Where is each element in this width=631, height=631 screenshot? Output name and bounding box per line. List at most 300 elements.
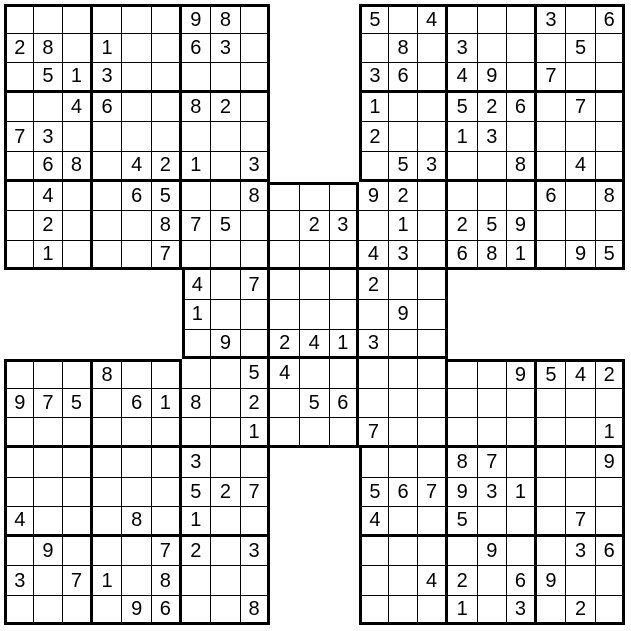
empty-cell-r14c16[interactable] bbox=[478, 418, 508, 448]
empty-cell-r20c18[interactable] bbox=[537, 596, 567, 626]
empty-cell-r0c17[interactable] bbox=[507, 4, 537, 34]
given-cell-r6c20: 8 bbox=[596, 182, 626, 212]
empty-cell-r13c12[interactable] bbox=[359, 389, 389, 419]
given-cell-r2c16: 9 bbox=[478, 63, 508, 93]
empty-cell-r0c2[interactable] bbox=[63, 4, 93, 34]
empty-cell-r5c0[interactable] bbox=[4, 152, 34, 182]
empty-cell-r4c14[interactable] bbox=[418, 122, 448, 152]
empty-cell-r13c18[interactable] bbox=[537, 389, 567, 419]
empty-cell-r3c18[interactable] bbox=[537, 93, 567, 123]
given-cell-r19c14: 4 bbox=[418, 566, 448, 596]
given-cell-r5c14: 3 bbox=[418, 152, 448, 182]
empty-cell-r18c12[interactable] bbox=[359, 537, 389, 567]
empty-cell-r2c17[interactable] bbox=[507, 63, 537, 93]
given-cell-r7c7: 5 bbox=[211, 211, 241, 241]
empty-cell-r6c2[interactable] bbox=[63, 182, 93, 212]
empty-cell-r0c13[interactable] bbox=[389, 4, 419, 34]
empty-cell-r3c13[interactable] bbox=[389, 93, 419, 123]
empty-cell-r19c16[interactable] bbox=[478, 566, 508, 596]
empty-cell-r17c20[interactable] bbox=[596, 507, 626, 537]
empty-cell-r0c1[interactable] bbox=[34, 4, 64, 34]
empty-cell-r15c4[interactable] bbox=[122, 448, 152, 478]
empty-cell-r4c7[interactable] bbox=[211, 122, 241, 152]
empty-cell-r14c17[interactable] bbox=[507, 418, 537, 448]
empty-cell-r10c8[interactable] bbox=[241, 300, 271, 330]
empty-cell-r0c0[interactable] bbox=[4, 4, 34, 34]
empty-cell-r9c13[interactable] bbox=[389, 270, 419, 300]
given-cell-r8c13: 3 bbox=[389, 241, 419, 271]
empty-cell-r3c4[interactable] bbox=[122, 93, 152, 123]
empty-cell-r20c3[interactable] bbox=[93, 596, 123, 626]
empty-cell-r4c19[interactable] bbox=[566, 122, 596, 152]
empty-cell-r2c4[interactable] bbox=[122, 63, 152, 93]
empty-cell-r11c8[interactable] bbox=[241, 330, 271, 360]
given-cell-r1c3: 1 bbox=[93, 34, 123, 64]
empty-cell-r0c8[interactable] bbox=[241, 4, 271, 34]
empty-cell-r8c3[interactable] bbox=[93, 241, 123, 271]
empty-cell-r5c3[interactable] bbox=[93, 152, 123, 182]
empty-cell-r1c12[interactable] bbox=[359, 34, 389, 64]
empty-cell-r15c3[interactable] bbox=[93, 448, 123, 478]
empty-cell-r17c16[interactable] bbox=[478, 507, 508, 537]
given-cell-r18c19: 3 bbox=[566, 537, 596, 567]
given-cell-r13c11: 6 bbox=[330, 389, 360, 419]
empty-cell-r20c7[interactable] bbox=[211, 596, 241, 626]
empty-cell-r14c10[interactable] bbox=[300, 418, 330, 448]
empty-cell-r14c1[interactable] bbox=[34, 418, 64, 448]
empty-cell-r12c10[interactable] bbox=[300, 359, 330, 389]
empty-cell-r15c12[interactable] bbox=[359, 448, 389, 478]
empty-cell-r18c4[interactable] bbox=[122, 537, 152, 567]
given-cell-r1c13: 8 bbox=[389, 34, 419, 64]
given-cell-r14c8: 1 bbox=[241, 418, 271, 448]
empty-cell-r13c9[interactable] bbox=[270, 389, 300, 419]
samurai-sudoku-board bbox=[4, 4, 625, 625]
empty-cell-r17c8[interactable] bbox=[241, 507, 271, 537]
empty-cell-r20c20[interactable] bbox=[596, 596, 626, 626]
empty-cell-r14c11[interactable] bbox=[330, 418, 360, 448]
given-cell-r12c9: 4 bbox=[270, 359, 300, 389]
given-cell-r13c0: 9 bbox=[4, 389, 34, 419]
given-cell-r7c15: 2 bbox=[448, 211, 478, 241]
given-cell-r13c4: 6 bbox=[122, 389, 152, 419]
given-cell-r3c6: 8 bbox=[182, 93, 212, 123]
given-cell-r19c17: 6 bbox=[507, 566, 537, 596]
empty-cell-r13c3[interactable] bbox=[93, 389, 123, 419]
empty-cell-r2c8[interactable] bbox=[241, 63, 271, 93]
empty-cell-r8c9[interactable] bbox=[270, 241, 300, 271]
given-cell-r7c1: 2 bbox=[34, 211, 64, 241]
empty-cell-r10c11[interactable] bbox=[330, 300, 360, 330]
empty-cell-r13c20[interactable] bbox=[596, 389, 626, 419]
empty-cell-r17c14[interactable] bbox=[418, 507, 448, 537]
empty-cell-r15c0[interactable] bbox=[4, 448, 34, 478]
empty-cell-r16c20[interactable] bbox=[596, 478, 626, 508]
empty-cell-r2c7[interactable] bbox=[211, 63, 241, 93]
given-cell-r5c6: 1 bbox=[182, 152, 212, 182]
empty-cell-r9c14[interactable] bbox=[418, 270, 448, 300]
given-cell-r7c5: 8 bbox=[152, 211, 182, 241]
empty-cell-r17c1[interactable] bbox=[34, 507, 64, 537]
empty-cell-r0c16[interactable] bbox=[478, 4, 508, 34]
given-cell-r13c10: 5 bbox=[300, 389, 330, 419]
empty-cell-r7c20[interactable] bbox=[596, 211, 626, 241]
empty-cell-r15c7[interactable] bbox=[211, 448, 241, 478]
empty-cell-r9c11[interactable] bbox=[330, 270, 360, 300]
empty-cell-r20c1[interactable] bbox=[34, 596, 64, 626]
given-cell-r16c16: 3 bbox=[478, 478, 508, 508]
empty-cell-r3c20[interactable] bbox=[596, 93, 626, 123]
empty-cell-r19c12[interactable] bbox=[359, 566, 389, 596]
empty-cell-r14c19[interactable] bbox=[566, 418, 596, 448]
given-cell-r20c19: 2 bbox=[566, 596, 596, 626]
empty-cell-r15c13[interactable] bbox=[389, 448, 419, 478]
empty-cell-r17c7[interactable] bbox=[211, 507, 241, 537]
empty-cell-r1c5[interactable] bbox=[152, 34, 182, 64]
given-cell-r15c15: 8 bbox=[448, 448, 478, 478]
given-cell-r8c1: 1 bbox=[34, 241, 64, 271]
empty-cell-r6c10[interactable] bbox=[300, 182, 330, 212]
given-cell-r20c17: 3 bbox=[507, 596, 537, 626]
given-cell-r18c8: 3 bbox=[241, 537, 271, 567]
empty-cell-r14c9[interactable] bbox=[270, 418, 300, 448]
empty-cell-r15c19[interactable] bbox=[566, 448, 596, 478]
empty-cell-r12c2[interactable] bbox=[63, 359, 93, 389]
empty-cell-r14c5[interactable] bbox=[152, 418, 182, 448]
empty-cell-r2c6[interactable] bbox=[182, 63, 212, 93]
empty-cell-r1c18[interactable] bbox=[537, 34, 567, 64]
given-cell-r16c6: 5 bbox=[182, 478, 212, 508]
empty-cell-r6c3[interactable] bbox=[93, 182, 123, 212]
empty-cell-r8c18[interactable] bbox=[537, 241, 567, 271]
empty-cell-r10c14[interactable] bbox=[418, 300, 448, 330]
empty-cell-r20c13[interactable] bbox=[389, 596, 419, 626]
empty-cell-r0c15[interactable] bbox=[448, 4, 478, 34]
given-cell-r6c1: 4 bbox=[34, 182, 64, 212]
empty-cell-r0c3[interactable] bbox=[93, 4, 123, 34]
empty-cell-r19c13[interactable] bbox=[389, 566, 419, 596]
given-cell-r5c1: 6 bbox=[34, 152, 64, 182]
given-cell-r9c12: 2 bbox=[359, 270, 389, 300]
empty-cell-r19c19[interactable] bbox=[566, 566, 596, 596]
empty-cell-r9c9[interactable] bbox=[270, 270, 300, 300]
empty-cell-r14c2[interactable] bbox=[63, 418, 93, 448]
empty-cell-r8c0[interactable] bbox=[4, 241, 34, 271]
given-cell-r0c14: 4 bbox=[418, 4, 448, 34]
empty-cell-r16c3[interactable] bbox=[93, 478, 123, 508]
empty-cell-r18c17[interactable] bbox=[507, 537, 537, 567]
empty-cell-r13c15[interactable] bbox=[448, 389, 478, 419]
empty-cell-r7c19[interactable] bbox=[566, 211, 596, 241]
empty-cell-r8c4[interactable] bbox=[122, 241, 152, 271]
given-cell-r12c17: 9 bbox=[507, 359, 537, 389]
given-cell-r3c15: 5 bbox=[448, 93, 478, 123]
empty-cell-r12c13[interactable] bbox=[389, 359, 419, 389]
empty-cell-r18c14[interactable] bbox=[418, 537, 448, 567]
empty-cell-r15c2[interactable] bbox=[63, 448, 93, 478]
given-cell-r7c16: 5 bbox=[478, 211, 508, 241]
empty-cell-r15c1[interactable] bbox=[34, 448, 64, 478]
empty-cell-r0c5[interactable] bbox=[152, 4, 182, 34]
empty-cell-r1c17[interactable] bbox=[507, 34, 537, 64]
given-cell-r8c17: 1 bbox=[507, 241, 537, 271]
empty-cell-r14c15[interactable] bbox=[448, 418, 478, 448]
given-cell-r5c13: 5 bbox=[389, 152, 419, 182]
given-cell-r13c2: 5 bbox=[63, 389, 93, 419]
empty-cell-r1c16[interactable] bbox=[478, 34, 508, 64]
given-cell-r17c4: 8 bbox=[122, 507, 152, 537]
empty-cell-r6c6[interactable] bbox=[182, 182, 212, 212]
empty-cell-r20c6[interactable] bbox=[182, 596, 212, 626]
empty-cell-r7c0[interactable] bbox=[4, 211, 34, 241]
empty-cell-r3c14[interactable] bbox=[418, 93, 448, 123]
given-cell-r0c12: 5 bbox=[359, 4, 389, 34]
empty-cell-r16c5[interactable] bbox=[152, 478, 182, 508]
empty-cell-r2c19[interactable] bbox=[566, 63, 596, 93]
empty-cell-r19c1[interactable] bbox=[34, 566, 64, 596]
empty-cell-r12c11[interactable] bbox=[330, 359, 360, 389]
empty-cell-r17c5[interactable] bbox=[152, 507, 182, 537]
empty-cell-r6c19[interactable] bbox=[566, 182, 596, 212]
empty-cell-r10c10[interactable] bbox=[300, 300, 330, 330]
empty-cell-r16c19[interactable] bbox=[566, 478, 596, 508]
given-cell-r15c6: 3 bbox=[182, 448, 212, 478]
empty-cell-r12c16[interactable] bbox=[478, 359, 508, 389]
empty-cell-r2c0[interactable] bbox=[4, 63, 34, 93]
empty-cell-r6c16[interactable] bbox=[478, 182, 508, 212]
empty-cell-r8c7[interactable] bbox=[211, 241, 241, 271]
given-cell-r2c2: 1 bbox=[63, 63, 93, 93]
empty-cell-r11c14[interactable] bbox=[418, 330, 448, 360]
given-cell-r13c5: 1 bbox=[152, 389, 182, 419]
empty-cell-r10c9[interactable] bbox=[270, 300, 300, 330]
empty-cell-r17c18[interactable] bbox=[537, 507, 567, 537]
empty-cell-r8c11[interactable] bbox=[330, 241, 360, 271]
given-cell-r8c12: 4 bbox=[359, 241, 389, 271]
empty-cell-r14c14[interactable] bbox=[418, 418, 448, 448]
empty-cell-r7c12[interactable] bbox=[359, 211, 389, 241]
empty-cell-r12c5[interactable] bbox=[152, 359, 182, 389]
empty-cell-r12c12[interactable] bbox=[359, 359, 389, 389]
given-cell-r19c0: 3 bbox=[4, 566, 34, 596]
given-cell-r11c10: 4 bbox=[300, 330, 330, 360]
empty-cell-r1c2[interactable] bbox=[63, 34, 93, 64]
empty-cell-r1c20[interactable] bbox=[596, 34, 626, 64]
given-cell-r16c17: 1 bbox=[507, 478, 537, 508]
given-cell-r3c16: 2 bbox=[478, 93, 508, 123]
empty-cell-r6c0[interactable] bbox=[4, 182, 34, 212]
empty-cell-r19c20[interactable] bbox=[596, 566, 626, 596]
empty-cell-r9c7[interactable] bbox=[211, 270, 241, 300]
empty-cell-r4c8[interactable] bbox=[241, 122, 271, 152]
empty-cell-r1c14[interactable] bbox=[418, 34, 448, 64]
empty-cell-r14c6[interactable] bbox=[182, 418, 212, 448]
empty-cell-r6c11[interactable] bbox=[330, 182, 360, 212]
empty-cell-r5c18[interactable] bbox=[537, 152, 567, 182]
empty-cell-r11c6[interactable] bbox=[182, 330, 212, 360]
empty-cell-r17c3[interactable] bbox=[93, 507, 123, 537]
given-cell-r7c13: 1 bbox=[389, 211, 419, 241]
given-cell-r6c12: 9 bbox=[359, 182, 389, 212]
empty-cell-r13c16[interactable] bbox=[478, 389, 508, 419]
empty-cell-r16c18[interactable] bbox=[537, 478, 567, 508]
empty-cell-r20c14[interactable] bbox=[418, 596, 448, 626]
empty-cell-r12c0[interactable] bbox=[4, 359, 34, 389]
empty-cell-r7c9[interactable] bbox=[270, 211, 300, 241]
empty-cell-r12c15[interactable] bbox=[448, 359, 478, 389]
empty-cell-r6c14[interactable] bbox=[418, 182, 448, 212]
given-cell-r11c9: 2 bbox=[270, 330, 300, 360]
empty-cell-r5c7[interactable] bbox=[211, 152, 241, 182]
empty-cell-r6c15[interactable] bbox=[448, 182, 478, 212]
empty-cell-r15c8[interactable] bbox=[241, 448, 271, 478]
given-cell-r20c15: 1 bbox=[448, 596, 478, 626]
empty-cell-r4c3[interactable] bbox=[93, 122, 123, 152]
given-cell-r18c6: 2 bbox=[182, 537, 212, 567]
empty-cell-r12c7[interactable] bbox=[211, 359, 241, 389]
empty-cell-r12c14[interactable] bbox=[418, 359, 448, 389]
given-cell-r19c18: 9 bbox=[537, 566, 567, 596]
empty-cell-r2c5[interactable] bbox=[152, 63, 182, 93]
empty-cell-r5c20[interactable] bbox=[596, 152, 626, 182]
empty-cell-r10c12[interactable] bbox=[359, 300, 389, 330]
empty-cell-r13c17[interactable] bbox=[507, 389, 537, 419]
empty-cell-r16c4[interactable] bbox=[122, 478, 152, 508]
given-cell-r5c8: 3 bbox=[241, 152, 271, 182]
empty-cell-r14c3[interactable] bbox=[93, 418, 123, 448]
empty-cell-r19c8[interactable] bbox=[241, 566, 271, 596]
empty-cell-r14c13[interactable] bbox=[389, 418, 419, 448]
empty-cell-r19c4[interactable] bbox=[122, 566, 152, 596]
given-cell-r18c5: 7 bbox=[152, 537, 182, 567]
empty-cell-r6c17[interactable] bbox=[507, 182, 537, 212]
empty-cell-r5c15[interactable] bbox=[448, 152, 478, 182]
given-cell-r18c16: 9 bbox=[478, 537, 508, 567]
empty-cell-r8c2[interactable] bbox=[63, 241, 93, 271]
empty-cell-r3c5[interactable] bbox=[152, 93, 182, 123]
empty-cell-r12c1[interactable] bbox=[34, 359, 64, 389]
empty-cell-r18c15[interactable] bbox=[448, 537, 478, 567]
empty-cell-r8c14[interactable] bbox=[418, 241, 448, 271]
empty-cell-r1c4[interactable] bbox=[122, 34, 152, 64]
given-cell-r14c12: 7 bbox=[359, 418, 389, 448]
empty-cell-r17c2[interactable] bbox=[63, 507, 93, 537]
empty-cell-r7c14[interactable] bbox=[418, 211, 448, 241]
empty-cell-r14c4[interactable] bbox=[122, 418, 152, 448]
given-cell-r3c3: 6 bbox=[93, 93, 123, 123]
empty-cell-r20c0[interactable] bbox=[4, 596, 34, 626]
empty-cell-r1c8[interactable] bbox=[241, 34, 271, 64]
empty-cell-r16c1[interactable] bbox=[34, 478, 64, 508]
empty-cell-r8c10[interactable] bbox=[300, 241, 330, 271]
empty-cell-r13c19[interactable] bbox=[566, 389, 596, 419]
empty-cell-r6c7[interactable] bbox=[211, 182, 241, 212]
given-cell-r2c3: 3 bbox=[93, 63, 123, 93]
empty-cell-r2c14[interactable] bbox=[418, 63, 448, 93]
given-cell-r5c17: 8 bbox=[507, 152, 537, 182]
empty-cell-r19c6[interactable] bbox=[182, 566, 212, 596]
empty-cell-r15c14[interactable] bbox=[418, 448, 448, 478]
empty-cell-r5c12[interactable] bbox=[359, 152, 389, 182]
empty-cell-r16c0[interactable] bbox=[4, 478, 34, 508]
given-cell-r8c15: 6 bbox=[448, 241, 478, 271]
empty-cell-r4c5[interactable] bbox=[152, 122, 182, 152]
empty-cell-r4c18[interactable] bbox=[537, 122, 567, 152]
empty-cell-r14c7[interactable] bbox=[211, 418, 241, 448]
empty-cell-r15c5[interactable] bbox=[152, 448, 182, 478]
empty-cell-r15c17[interactable] bbox=[507, 448, 537, 478]
empty-cell-r7c8[interactable] bbox=[241, 211, 271, 241]
empty-cell-r20c2[interactable] bbox=[63, 596, 93, 626]
empty-cell-r18c18[interactable] bbox=[537, 537, 567, 567]
empty-cell-r6c9[interactable] bbox=[270, 182, 300, 212]
empty-cell-r10c7[interactable] bbox=[211, 300, 241, 330]
empty-cell-r0c4[interactable] bbox=[122, 4, 152, 34]
empty-cell-r12c4[interactable] bbox=[122, 359, 152, 389]
empty-cell-r14c18[interactable] bbox=[537, 418, 567, 448]
empty-cell-r4c17[interactable] bbox=[507, 122, 537, 152]
given-cell-r6c18: 6 bbox=[537, 182, 567, 212]
given-cell-r5c2: 8 bbox=[63, 152, 93, 182]
empty-cell-r17c13[interactable] bbox=[389, 507, 419, 537]
empty-cell-r4c6[interactable] bbox=[182, 122, 212, 152]
empty-cell-r13c13[interactable] bbox=[389, 389, 419, 419]
empty-cell-r5c16[interactable] bbox=[478, 152, 508, 182]
empty-cell-r8c8[interactable] bbox=[241, 241, 271, 271]
empty-cell-r13c7[interactable] bbox=[211, 389, 241, 419]
given-cell-r8c16: 8 bbox=[478, 241, 508, 271]
given-cell-r6c13: 2 bbox=[389, 182, 419, 212]
empty-cell-r3c1[interactable] bbox=[34, 93, 64, 123]
empty-cell-r18c0[interactable] bbox=[4, 537, 34, 567]
empty-cell-r4c4[interactable] bbox=[122, 122, 152, 152]
empty-cell-r18c3[interactable] bbox=[93, 537, 123, 567]
empty-cell-r13c14[interactable] bbox=[418, 389, 448, 419]
empty-cell-r3c0[interactable] bbox=[4, 93, 34, 123]
empty-cell-r11c13[interactable] bbox=[389, 330, 419, 360]
empty-cell-r14c0[interactable] bbox=[4, 418, 34, 448]
empty-cell-r4c2[interactable] bbox=[63, 122, 93, 152]
given-cell-r20c5: 6 bbox=[152, 596, 182, 626]
empty-cell-r17c17[interactable] bbox=[507, 507, 537, 537]
empty-cell-r7c18[interactable] bbox=[537, 211, 567, 241]
empty-cell-r0c19[interactable] bbox=[566, 4, 596, 34]
given-cell-r18c1: 9 bbox=[34, 537, 64, 567]
empty-cell-r9c10[interactable] bbox=[300, 270, 330, 300]
given-cell-r17c19: 7 bbox=[566, 507, 596, 537]
empty-cell-r18c2[interactable] bbox=[63, 537, 93, 567]
empty-cell-r4c13[interactable] bbox=[389, 122, 419, 152]
given-cell-r4c12: 2 bbox=[359, 122, 389, 152]
empty-cell-r20c12[interactable] bbox=[359, 596, 389, 626]
empty-cell-r19c7[interactable] bbox=[211, 566, 241, 596]
empty-cell-r2c20[interactable] bbox=[596, 63, 626, 93]
empty-cell-r12c6[interactable] bbox=[182, 359, 212, 389]
empty-cell-r4c20[interactable] bbox=[596, 122, 626, 152]
given-cell-r5c5: 2 bbox=[152, 152, 182, 182]
empty-cell-r7c3[interactable] bbox=[93, 211, 123, 241]
empty-cell-r20c16[interactable] bbox=[478, 596, 508, 626]
empty-cell-r15c18[interactable] bbox=[537, 448, 567, 478]
empty-cell-r7c2[interactable] bbox=[63, 211, 93, 241]
empty-cell-r7c4[interactable] bbox=[122, 211, 152, 241]
empty-cell-r18c7[interactable] bbox=[211, 537, 241, 567]
empty-cell-r8c6[interactable] bbox=[182, 241, 212, 271]
empty-cell-r18c13[interactable] bbox=[389, 537, 419, 567]
empty-cell-r3c8[interactable] bbox=[241, 93, 271, 123]
empty-cell-r16c2[interactable] bbox=[63, 478, 93, 508]
given-cell-r15c20: 9 bbox=[596, 448, 626, 478]
